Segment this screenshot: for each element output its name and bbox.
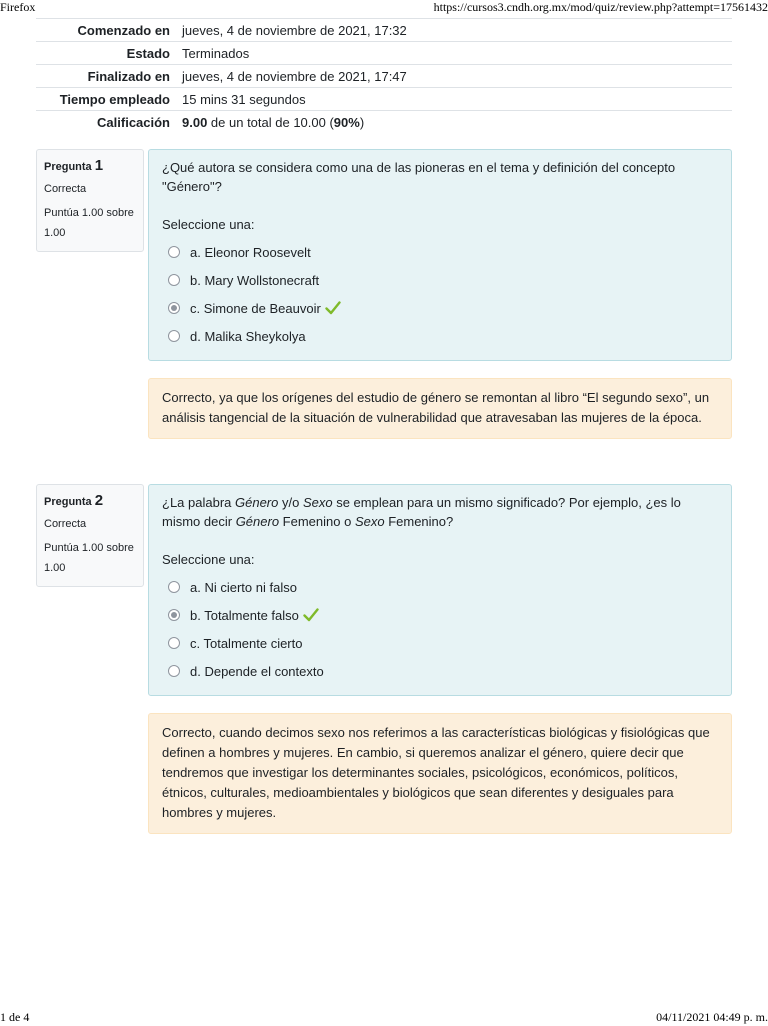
page-counter: 1 de 4 — [0, 1010, 30, 1024]
question-grade: Puntúa 1.00 sobre 1.00 — [44, 207, 134, 239]
qtext-part: y/o — [278, 495, 303, 510]
summary-label: Comenzado en — [77, 22, 170, 38]
question-info-1 — [36, 149, 144, 252]
answer-option-c[interactable] — [162, 629, 718, 657]
radio-button-selected[interactable] — [168, 609, 180, 621]
summary-label: Tiempo empleado — [59, 91, 170, 107]
question-feedback-2 — [148, 713, 732, 834]
answer-option-c[interactable] — [162, 294, 718, 322]
radio-button[interactable] — [168, 665, 180, 677]
browser-name: Firefox — [0, 0, 36, 14]
radio-button[interactable] — [168, 581, 180, 593]
answer-prompt: Seleccione una: — [162, 552, 255, 567]
answer-option-d[interactable] — [162, 322, 718, 350]
radio-button[interactable] — [168, 330, 180, 342]
qtext-part: se emplean para un mismo significado? Por ejemplo, ¿es lo mismo decir — [162, 495, 681, 529]
answer-option-a[interactable] — [162, 238, 718, 266]
radio-button[interactable] — [168, 246, 180, 258]
answer-label: d. Depende el contexto — [190, 663, 324, 679]
answer-label: d. Malika Sheykolya — [190, 328, 306, 344]
answer-label: c. Totalmente cierto — [190, 635, 303, 651]
correct-check-icon — [303, 608, 319, 622]
answer-option-d[interactable] — [162, 657, 718, 685]
qtext-emphasis: Sexo — [354, 514, 385, 529]
summary-row-finished — [36, 64, 732, 87]
feedback-text: Correcto, ya que los orígenes del estudio de género se remontan al libro “El segundo sexo”, un análisis tangencial de la situación de vulnerabilidad que atravesaban las mujeres de la época. — [162, 390, 710, 425]
radio-button[interactable] — [168, 274, 180, 286]
summary-label: Estado — [126, 45, 170, 61]
question-number: 1 — [94, 157, 104, 174]
summary-label: Calificación — [97, 114, 170, 130]
qtext-emphasis: Género — [235, 514, 280, 529]
correct-check-icon — [325, 301, 341, 315]
answer-label: a. Eleonor Roosevelt — [190, 244, 311, 260]
question-formulation-2 — [148, 484, 732, 696]
summary-value: 15 mins 31 segundos — [182, 91, 306, 107]
answer-option-b[interactable] — [162, 266, 718, 294]
question-label: Pregunta — [44, 161, 92, 173]
grade-close: ) — [359, 114, 365, 130]
answer-label: b. Totalmente falso — [190, 607, 299, 623]
answer-label: c. Simone de Beauvoir — [190, 300, 321, 316]
question-feedback-1 — [148, 378, 732, 439]
grade-score: 9.00 — [182, 114, 208, 130]
question-text: ¿Qué autora se considera como una de las pioneras en el tema y definición del concepto "Género"? — [162, 160, 676, 194]
qtext-emphasis: Género — [235, 495, 279, 510]
answer-option-b[interactable] — [162, 601, 718, 629]
question-number: 2 — [94, 492, 104, 509]
question-grade: Puntúa 1.00 sobre 1.00 — [44, 542, 134, 574]
summary-row-time — [36, 87, 732, 110]
summary-value: Terminados — [182, 45, 250, 61]
radio-button-selected[interactable] — [168, 302, 180, 314]
qtext-part: Femenino o — [279, 514, 355, 529]
attempt-summary-table — [36, 18, 732, 133]
print-timestamp: 04/11/2021 04:49 p. m. — [656, 1010, 768, 1024]
summary-label: Finalizado en — [87, 68, 170, 84]
question-state: Correcta — [44, 183, 87, 195]
question-text — [162, 493, 718, 531]
question-info-2 — [36, 484, 144, 587]
summary-row-grade — [36, 110, 732, 133]
page-url: https://cursos3.cndh.org.mx/mod/quiz/review.php?attempt=17561432 — [433, 0, 768, 14]
feedback-text: Correcto, cuando decimos sexo nos referimos a las características biológicas y fisiológicas que definen a hombres y mujeres. En cambio, si queremos analizar el género, quiere decir que tendremos que investigar los determinantes sociales, psicológicos, económicos, políticos, étnicos, culturales, medioambientales y biológicos que sean diferentes y desiguales para hombres y mujeres. — [162, 725, 710, 820]
question-label: Pregunta — [44, 496, 92, 508]
print-header — [0, 0, 768, 16]
summary-row-started — [36, 18, 732, 41]
grade-percent: 90% — [333, 114, 360, 130]
grade-total: de un total de 10.00 ( — [207, 114, 334, 130]
question-state: Correcta — [44, 518, 87, 530]
answer-option-a[interactable] — [162, 573, 718, 601]
radio-button[interactable] — [168, 637, 180, 649]
qtext-emphasis: Sexo — [302, 495, 333, 510]
summary-value — [182, 115, 732, 130]
summary-value: jueves, 4 de noviembre de 2021, 17:47 — [182, 68, 407, 84]
summary-row-state — [36, 41, 732, 64]
qtext-part: ¿La palabra — [162, 495, 235, 510]
question-formulation-1 — [148, 149, 732, 361]
answer-label: a. Ni cierto ni falso — [190, 579, 297, 595]
answer-prompt: Seleccione una: — [162, 217, 255, 232]
answer-label: b. Mary Wollstonecraft — [190, 272, 320, 288]
summary-value: jueves, 4 de noviembre de 2021, 17:32 — [182, 22, 407, 38]
qtext-part: Femenino? — [384, 514, 454, 529]
